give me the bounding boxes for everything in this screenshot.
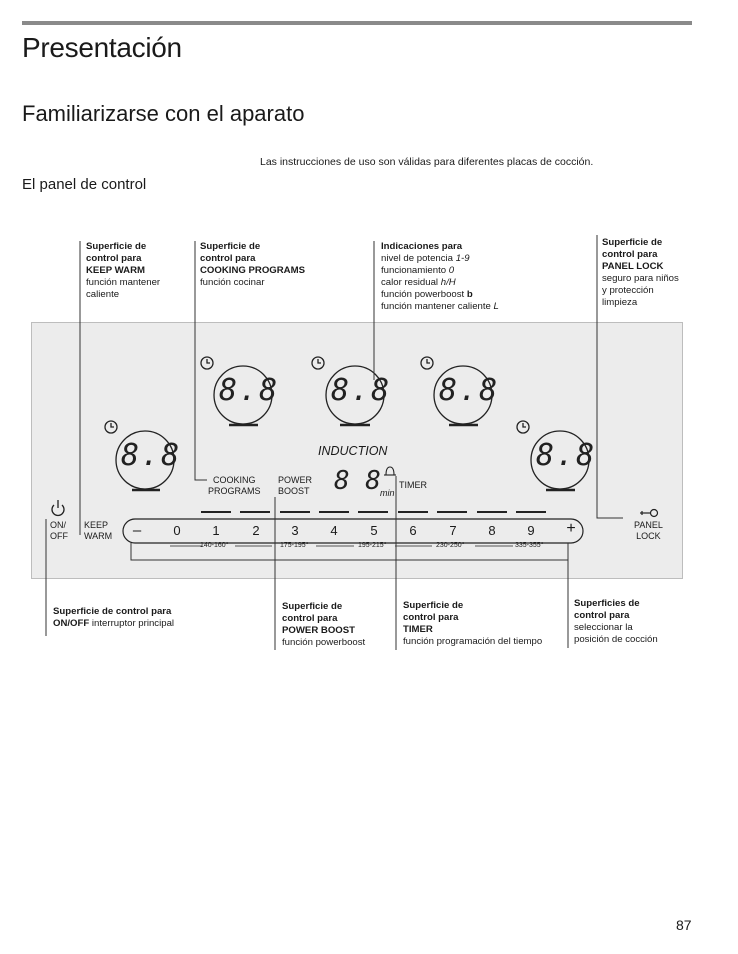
range-label: 175-195° — [280, 542, 309, 549]
zone-display-right: 8.8 — [536, 438, 597, 473]
callout-keep-warm: Superficie de control para KEEP WARM función mantener caliente — [86, 241, 161, 300]
callout-panel-lock: Superficie de control para PANEL LOCK seguro para niños y protección limpieza — [602, 237, 679, 308]
zone-display-center-right: 8.8 — [439, 373, 500, 408]
slider-step-8[interactable]: 8 — [488, 523, 496, 538]
range-label: 335-355° — [515, 542, 544, 549]
timer-display: 8 8 — [334, 466, 381, 496]
keep-warm-label: KEEP WARM — [84, 520, 113, 541]
touch-segment-8[interactable] — [477, 511, 507, 513]
range-label: 195-215° — [358, 542, 387, 549]
on-off-label: ON/ OFF — [50, 520, 68, 541]
symbol-operation: 0 — [448, 265, 455, 276]
min-label: min — [380, 488, 395, 498]
zone-display-center-left: 8.8 — [219, 373, 280, 408]
slider-step-2[interactable]: 2 — [252, 523, 260, 538]
callout-indicaciones: Indicaciones para nivel de potencia 1-9 funcionamiento 0 calor residual h/H función powerboost b función mantener caliente L — [381, 241, 499, 312]
touch-segment-power-boost[interactable] — [280, 511, 310, 513]
section-heading: Familiarizarse con el aparato — [22, 101, 305, 126]
symbol-power-level: 1-9 — [455, 253, 470, 264]
symbol-keep-warm: L — [493, 301, 499, 312]
touch-segment-4[interactable] — [319, 511, 349, 513]
range-label: 140-160° — [200, 542, 229, 549]
slider-step-1[interactable]: 1 — [212, 523, 220, 538]
slider-step-5[interactable]: 5 — [370, 523, 378, 538]
induction-label: INDUCTION — [318, 444, 388, 458]
timer-label: TIMER — [399, 480, 427, 490]
slider-step-0[interactable]: 0 — [173, 523, 181, 538]
cooking-programs-label: COOKING PROGRAMS — [208, 475, 261, 496]
panel-lock-label: PANEL LOCK — [634, 520, 663, 541]
touch-segment-5[interactable] — [358, 511, 388, 513]
page-number: 87 — [676, 917, 692, 933]
callout-timer: Superficie de control para TIMER función programación del tiempo — [403, 600, 543, 647]
top-rule — [22, 21, 692, 25]
slider-step-7[interactable]: 7 — [449, 523, 457, 538]
slider-step-4[interactable]: 4 — [330, 523, 338, 538]
page-title: Presentación — [22, 32, 182, 63]
slider-plus[interactable]: + — [566, 520, 576, 537]
touch-segment-cooking-programs[interactable] — [201, 511, 231, 513]
zone-display-left: 8.8 — [121, 438, 182, 473]
touch-segment-7[interactable] — [437, 511, 467, 513]
slider-minus[interactable]: – — [132, 522, 142, 539]
touch-segment-9[interactable] — [516, 511, 546, 513]
slider-step-6[interactable]: 6 — [409, 523, 417, 538]
callout-cooking-programs: Superficie de control para COOKING PROGRAMS función cocinar — [200, 241, 306, 288]
callout-power-boost: Superficie de control para POWER BOOST función powerboost — [282, 601, 366, 648]
intro-text: Las instrucciones de uso son válidas para diferentes placas de cocción. — [260, 156, 594, 168]
callout-on-off: Superficie de control para ON/OFF interruptor principal — [53, 606, 175, 629]
subsection-heading: El panel de control — [22, 176, 147, 193]
slider-step-9[interactable]: 9 — [527, 523, 535, 538]
symbol-powerboost: b — [466, 289, 473, 300]
touch-segment-timer[interactable] — [398, 511, 428, 513]
symbol-residual-heat: h/H — [440, 277, 456, 288]
range-label: 230-250° — [436, 542, 465, 549]
callout-select: Superficies de control para seleccionar la posición de cocción — [574, 598, 658, 645]
zone-display-center: 8.8 — [331, 373, 392, 408]
touch-segment-2[interactable] — [240, 511, 270, 513]
slider-step-3[interactable]: 3 — [291, 523, 299, 538]
power-boost-label: POWER BOOST — [278, 475, 313, 496]
